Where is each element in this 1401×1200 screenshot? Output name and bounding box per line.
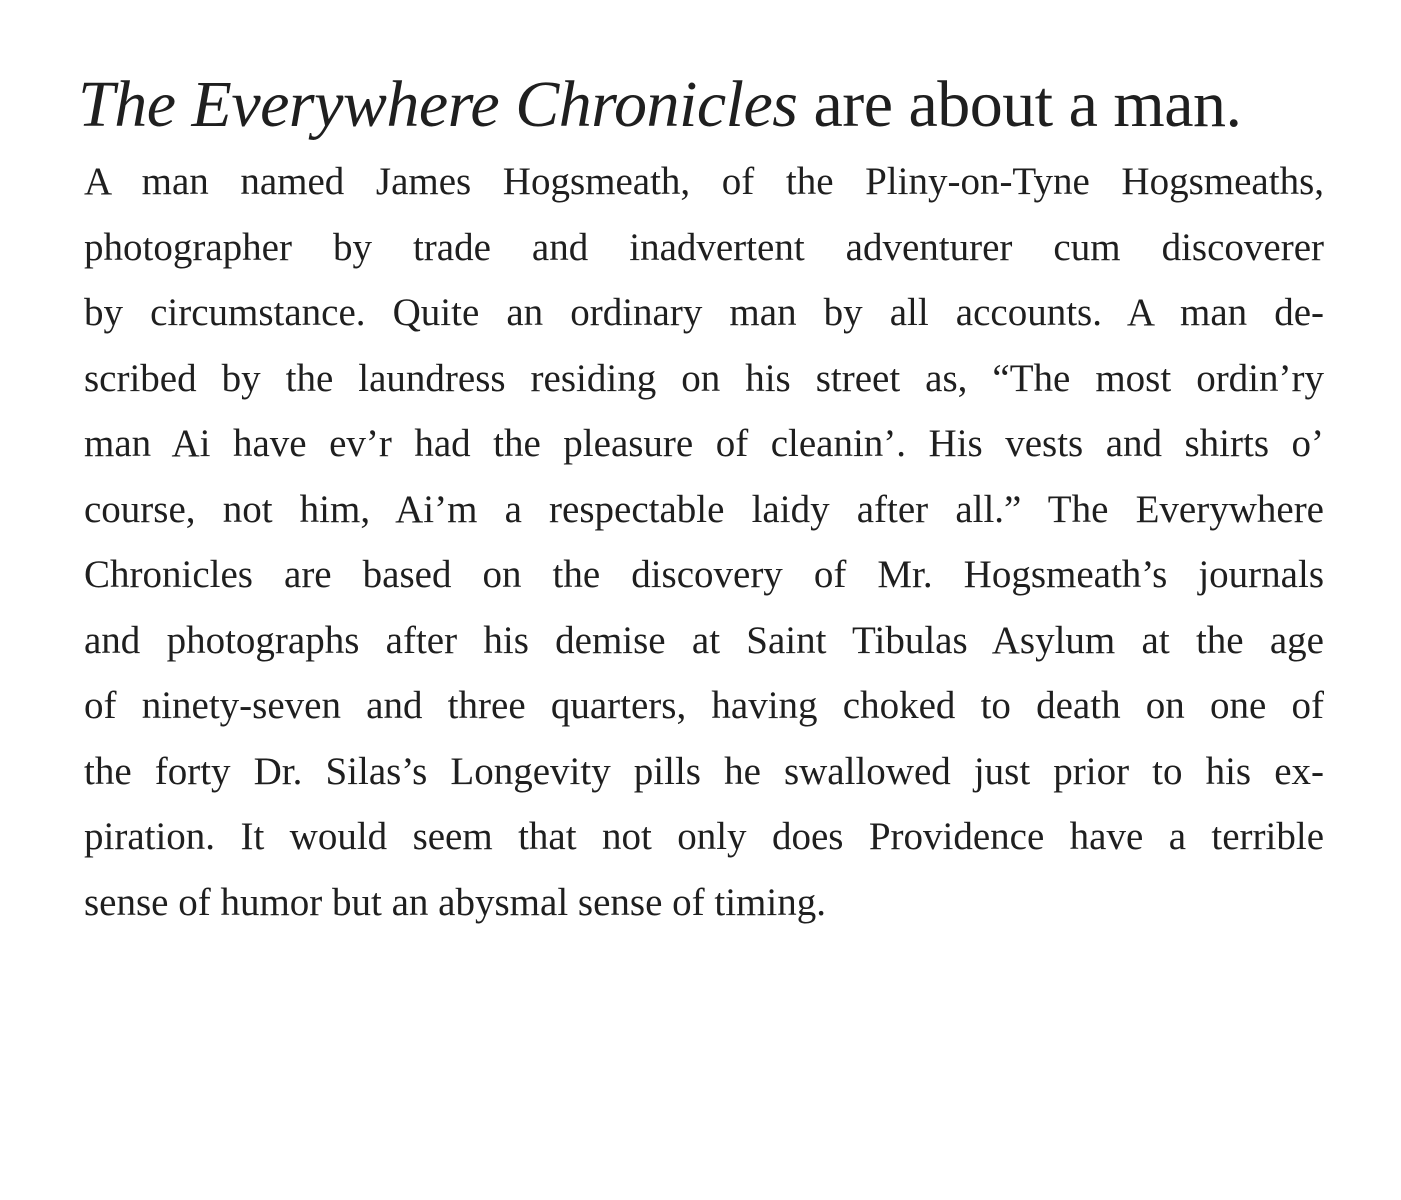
page-heading — [78, 64, 1323, 146]
paragraph-line: of ninety-seven and three quarters, having choked to death on one of — [84, 684, 1324, 727]
heading-rest: are about a man. — [797, 68, 1242, 141]
paragraph-line: and photographs after his demise at Saint Tibulas Asylum at the age — [84, 618, 1324, 662]
paragraph-line: by circumstance. Quite an ordinary man by all accounts. A man de- — [84, 291, 1324, 334]
heading-italic-title: The Everywhere Chronicles — [78, 68, 798, 141]
paragraph-line: A man named James Hogsmeath, of the Pliny-on-Tyne Hogsmeaths, — [84, 160, 1324, 203]
paragraph-line: the forty Dr. Silas’s Longevity pills he swallowed just prior to his ex- — [84, 749, 1324, 793]
body-paragraph — [84, 149, 1324, 935]
paragraph-line: man Ai have ev’r had the pleasure of cleanin’. His vests and shirts o’ — [84, 422, 1324, 465]
paragraph-line: Chronicles are based on the discovery of Mr. Hogsmeath’s journals — [84, 553, 1324, 596]
paragraph-line: piration. It would seem that not only does Providence have a terrible — [84, 815, 1324, 858]
paragraph-line: photographer by trade and inadvertent adventurer cum discoverer — [84, 225, 1324, 269]
paragraph-line: scribed by the laundress residing on his street as, “The most ordin’ry — [84, 356, 1324, 400]
paragraph-line: course, not him, Ai’m a respectable laidy after all.” The Everywhere — [84, 487, 1324, 531]
paragraph-line: sense of humor but an abysmal sense of timing. — [84, 880, 826, 924]
